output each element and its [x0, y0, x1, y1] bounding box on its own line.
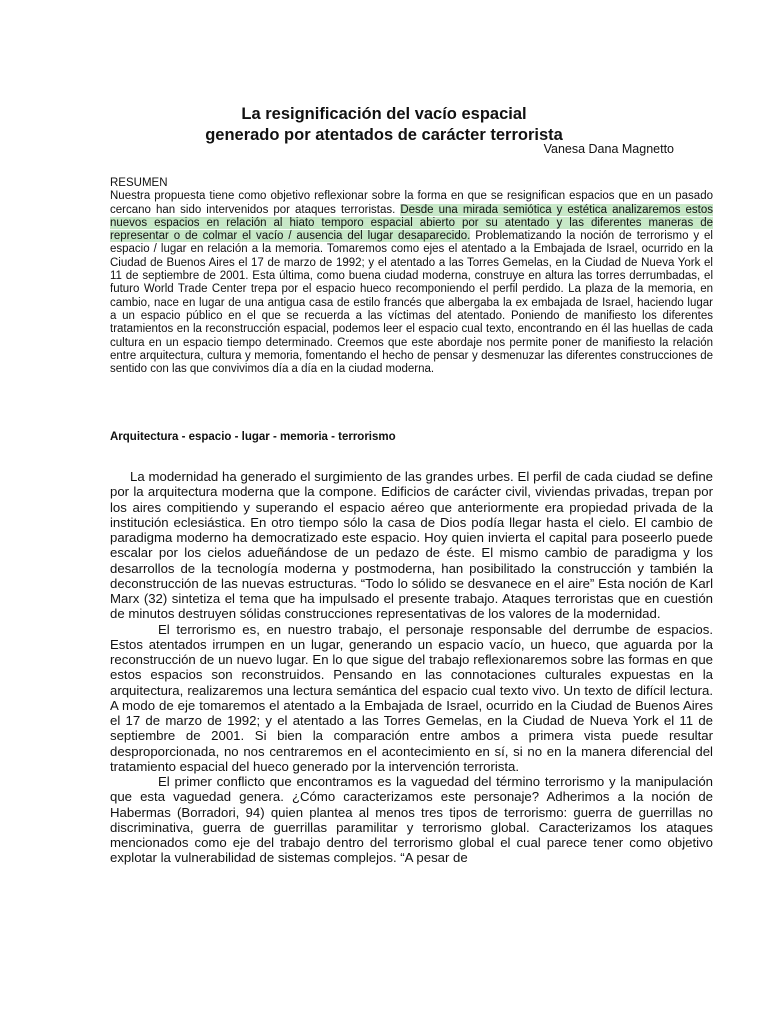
author-name: Vanesa Dana Magnetto — [543, 142, 674, 156]
abstract-text-part1: Nuestra propuesta tiene como objetivo reflexionar sobre la forma en que se resignifican espacios que en un pasado cercano han sido intervenidos por ataques terroristas. — [110, 190, 713, 216]
body-paragraph-3: El primer conflicto que encontramos es la vaguedad del término terrorismo y la manipulación que esta vaguedad genera. ¿Cómo caracterizamos este personaje? Adherimos a la noción de Habermas (Borradori, 94) quien plantea al menos tres tipos de terrorismo: guerra de guerrillas no discriminativa, guerra de guerrillas paramilitar y terrorismo global. Caracterizamos los ataques mencionados como eje del trabajo dentro del terrorismo global el cual parece tener como objetivo explotar la vulnerabilidad de sistemas complejos. “A pesar de — [110, 774, 713, 866]
abstract-block — [110, 177, 713, 376]
body-text — [110, 469, 713, 866]
document-title — [0, 104, 768, 146]
title-line-2: generado por atentados de carácter terrorista — [205, 126, 563, 144]
body-paragraph-2: El terrorismo es, en nuestro trabajo, el personaje responsable del derrumbe de espacios. Estos atentados irrumpen en un lugar, generando un espacio vacío, un hueco, que aguarda por la reconstrucción de un nuevo lugar. En lo que sigue del trabajo reflexionaremos sobre las formas en que estos espacios son reconstruidos. Pensando en las connotaciones culturales expuestas en la arquitectura, realizaremos una lectura semántica del espacio cual texto vivo. Un texto de difícil lectura. A modo de eje tomaremos el atentado a la Embajada de Israel, ocurrido en la Ciudad de Buenos Aires el 17 de marzo de 1992; y el atentado a las Torres Gemelas, en la Ciudad de Nueva York el 11 de septiembre de 2001. Si bien la comparación entre ambos a primera vista puede resultar desproporcionada, no nos centraremos en el acontecimiento en sí, si no en la manera diferencial del tratamiento espacial del hueco generado por la intervención terrorista. — [110, 621, 713, 774]
abstract-highlighted-text: Desde una mirada semiótica y estética analizaremos estos nuevos espacios en relación al hiato temporo espacial abierto por su atentado y las diferentes maneras de representar o de colmar el vacío / ausencia del lugar desaparecido. — [110, 203, 713, 243]
title-line-1: La resignificación del vacío espacial — [241, 105, 527, 123]
keywords-line: Arquitectura - espacio - lugar - memoria - terrorismo — [110, 431, 396, 443]
abstract-text-part2: Problematizando la noción de terrorismo y el espacio / lugar en relación a la memoria. Tomaremos como ejes el atentado a la Embajada de Israel, ocurrido en la Ciudad de Buenos Aires el 17 de marzo de 1992; y el atentado a las Torres Gemelas, en la Ciudad de Nueva York el 11 de septiembre de 2001. Esta última, como buena ciudad moderna, construye en altura las torres derrumbadas, el futuro World Trade Center trepa por el espacio hueco recomponiendo el perfil perdido. La plaza de la memoria, en cambio, nace en lugar de una antigua casa de estilo francés que albergaba la ex embajada de Israel, haciendo lugar a un espacio público en el que se recuerda a las víctimas del atentado. Poniendo de manifiesto los diferentes tratamientos en la reconstrucción espacial, podemos leer el espacio cual texto, encontrando en él las huellas de cada cultura en un espacio tiempo determinado. Creemos que este abordaje nos permite poner de manifiesto la relación entre arquitectura, cultura y memoria, fomentando el hecho de pensar y desmenuzar las diferentes construcciones de sentido con las que convivimos día a día en la ciudad moderna. — [110, 230, 713, 376]
abstract-heading: RESUMEN — [110, 177, 168, 189]
body-paragraph-1: La modernidad ha generado el surgimiento de las grandes urbes. El perfil de cada ciudad se define por la arquitectura moderna que la compone. Edificios de carácter civil, viviendas privadas, trepan por los aires compitiendo y superando el espacio aéreo que anteriormente era propiedad privada de la institución eclesiástica. En otro tiempo sólo la casa de Dios podía llegar hasta el cielo. El cambio de paradigma moderno ha democratizado este espacio. Hoy quien invierta el capital para poseerlo puede escalar por los cielos adueñándose de un pedazo de éste. El mismo cambio de paradigma y los desarrollos de la tecnología moderna y postmoderna, han posibilitado la construcción y también la deconstrucción de las nuevas estructuras. “Todo lo sólido se desvanece en el aire” Esta noción de Karl Marx (32) sintetiza el tema que ha impulsado el presente trabajo. Ataques terroristas que en cuestión de minutos destruyen sólidas construcciones representativas de los valores de la modernidad. — [110, 469, 713, 622]
